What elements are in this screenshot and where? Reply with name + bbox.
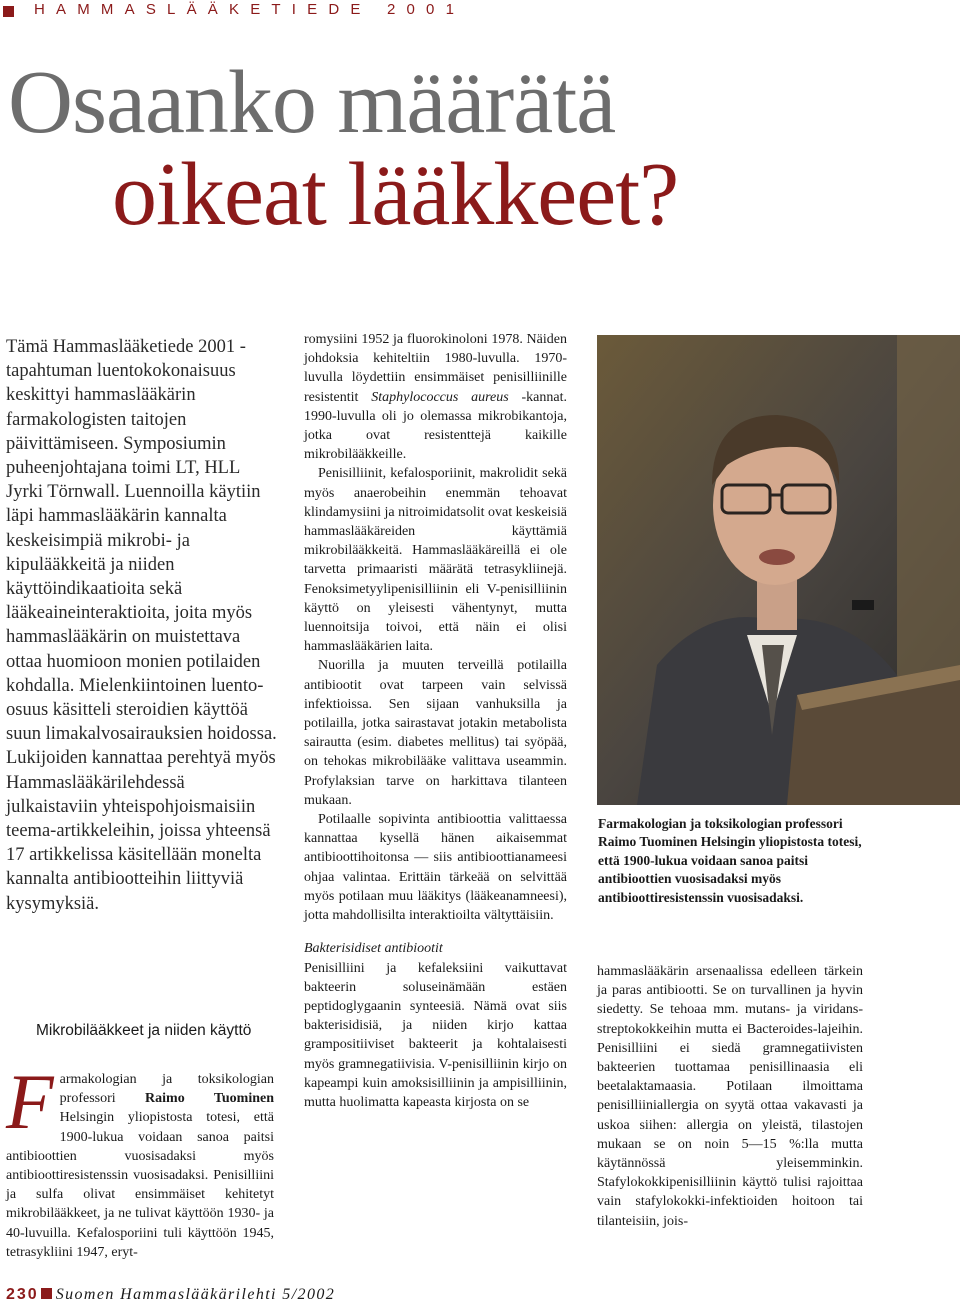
body-column-3: hammaslääkärin arsenaalissa edelleen tärkein ja paras antibiootti. Se on turvallinen ja hyvin siedetty. Se tehoaa mm. mutans- ja viridans-streptokokkeihin mutta ei Bacteroides-lajeihin. Penisilliini ei siedä gramnegatiivisten bakteerien tuottamaa penisillinaasia eli beetalaktamaasia. Potilaan ilmoittama penisilliiniallergia on syytä ottaa vakavasti ja uskoa siihen: allergia on yleistä, tilastojen mukaan se on noin 5—15 %:lla mutta käytännössä yleisemminkin. Stafylokokkipenisilliinin käyttö tulisi rajoittaa vain stafylokokki-infektioiden hoitoon tai tilanteisiin, jois- (597, 964, 863, 1229)
col2-paragraph-2: Penisilliinit, kefalosporiinit, makrolidit sekä myös anaerobeihin enemmän tehoavat klindamysiini ja nitroimidatsolit ovat keskeisiä hammaslääkäreiden käyttämiä mikrobilääkkeitä. Hammaslääkäreillä ei ole tarvetta primaaristi määrätä tetrasykliinejä. Fenoksimetyylipenisilliinin eli V-penisilliinin käyttö on yleisesti vähentynyt, mutta luennoitsija toivoi, että näin ei olisi hammaslääkärien laita. (304, 466, 567, 655)
col2-paragraph-5: Penisilliini ja kefaleksiini vaikuttavat bakteerin soluseinämään estäen peptidoglygaanin synteesiä. Nämä ovat siis bakterisidisiä, ja niiden kirjo kattaa grampositiiviset bakteerit ja kohtalaisesti myös gramnegatiivisia. V-penisilliinin kirjo on kapeampi kuin amoksisilliinin ja ampisilliinin, mutta huolimatta kapeasta kirjosta on se (304, 960, 567, 1110)
intro-paragraph: Tämä Hammaslääketiede 2001 -tapahtuman luentokokonaisuus keskittyi hammaslääkärin farmakologisten taitojen päivittämiseen. Symposiumin puheenjohtajana toimi LT, HLL Jyrki Törnwall. Luennoilla käytiin läpi hammaslääkärin kannalta keskeisimpiä mikrobi- ja kipulääkkeitä ja niiden käyttöindikaatioita sekä lääkeaineinteraktioita, joita myös hammaslääkärin on muistettava ottaa huomioon monien potilaiden kohdalla. Mielenkiintoinen luento-osuus käsitteli steroidien käyttöä suun limakalvosairauksien hoidossa. Lukijoiden kannattaa perehtyä myös Hammaslääkärilehdessä julkaistaviin yhteispohjoismaisiin teema-artikkeleihin, joissa yhteensä 17 artikkelissa käsitellään monelta kannalta antibiootteihin liittyviä kysymyksiä. (6, 337, 277, 914)
col2-paragraph-1 (304, 330, 567, 464)
bacteria-name: Staphylococcus aureus (371, 389, 509, 405)
photo-caption: Farmakologian ja toksikologian professori Raimo Tuominen Helsingin yliopistosta totesi, että 1900-lukua voidaan sanoa paitsi antibioottien vuosisadaksi myös antibioottiresistenssin vuosisadaksi. (598, 816, 862, 905)
article-title-line1: Osaanko määrätä (8, 53, 616, 152)
subheading: Mikrobilääkkeet ja niiden käyttö (36, 1022, 252, 1039)
col2-p1b: -kannat. 1990-luvulla oli jo olemassa mikrobikantoja, jotka ovat resistenttejä kaikille mikrobilääkkeille. (304, 389, 567, 463)
speaker-photo-illustration (597, 335, 960, 805)
speaker-photo (597, 335, 960, 805)
section-marker (3, 6, 14, 17)
col1-text-b: Helsingin yliopistosta totesi, että 1900-lukua voidaan sanoa paitsi antibioottien vuosisadaksi myös antibioottiresistenssin vuosisadaksi. Penisilliini ja sulfa olivat ensimmäiset kehitetyt mikrobilääkkeet, ja ne tulivat käyttöön 1930- ja 40-luvuilla. Kefalosporiini tuli käyttöön 1945, tetrasykliini 1947, eryt- (6, 1110, 274, 1260)
col2-p1a: romysiini 1952 ja fluorokinoloni 1978. Näiden johdoksia kehiteltiin 1980-luvulla. 1970-luvulla löydettiin ensimmäiset penisilliinille resistentit (304, 332, 567, 405)
body-column-1 (6, 1058, 274, 1262)
journal-name: Suomen Hammaslääkärilehti 5/2002 (55, 1286, 336, 1303)
drop-cap: F (6, 1058, 54, 1145)
speaker-name: Raimo Tuominen (145, 1091, 274, 1107)
section-label: HAMMASLÄÄKETIEDE 2001 (34, 1, 466, 18)
subsection-heading: Bakterisidiset antibiootit (304, 941, 443, 957)
body-column-2 (304, 330, 567, 1112)
col1-text-a: armakologian ja toksikologian professori (59, 1072, 274, 1107)
footer-marker (41, 1288, 52, 1299)
article-title-line2: oikeat lääkkeet? (112, 145, 679, 244)
page-number: 230 (6, 1286, 39, 1303)
col2-paragraph-3: Nuorilla ja muuten terveillä potilailla antibiootit ovat tarpeen vain selvissä infektioissa. Sen sijaan vanhuksilla ja potilailla, jotka sairastavat jotakin metabolista sairautta (esim. diabetes mellitus) tai syöpää, on tehokas mikrobilääke valittava useammin. Profylaksian tarve on harkittava tilanteen mukaan. (304, 658, 567, 808)
col2-paragraph-4: Potilaalle sopivinta antibioottia valittaessa kannattaa kysellä hänen aikaisemmat antibioottihoitonsa — siis antibioottianameesi ohjaa valintaa. Erittäin tärkeää on selvittää myös potilaan muu lääkitys (lääkeanamneesi), jotta mahdollisilta interaktioilta vältyttäisiin. (304, 812, 567, 924)
page-footer (6, 1286, 335, 1304)
